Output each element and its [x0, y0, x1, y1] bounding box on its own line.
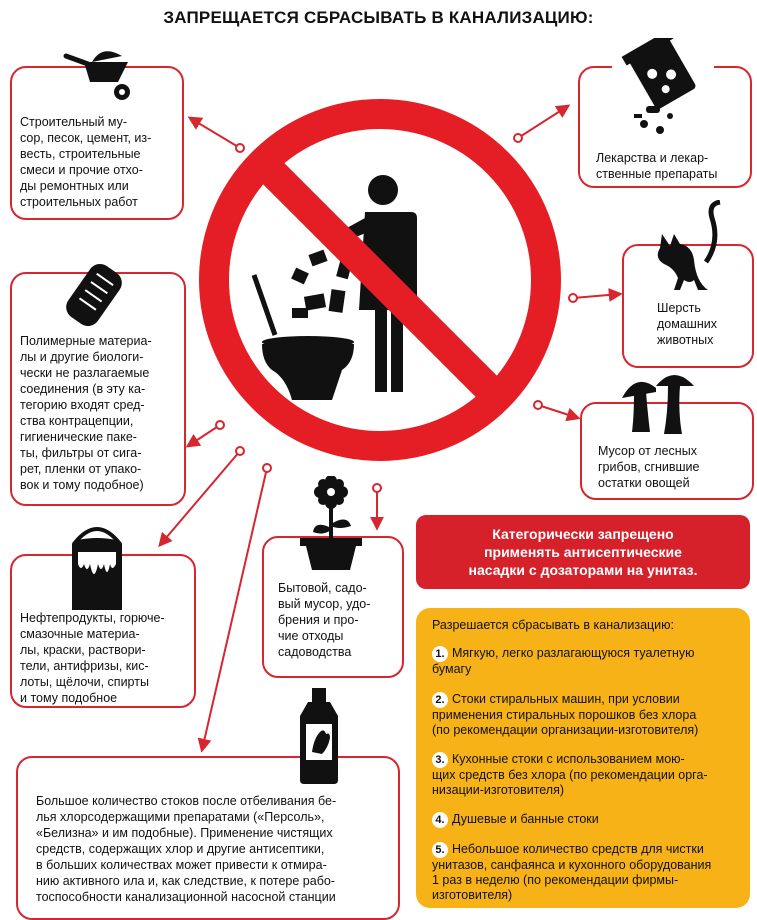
medicine-text: Лекарства и лекар- ственные препараты — [596, 151, 718, 181]
mushroom-icon — [620, 370, 696, 436]
page-title: ЗАПРЕЩАЕТСЯ СБРАСЫВАТЬ В КАНАЛИЗАЦИЮ: — [163, 8, 594, 27]
flower-pot-icon — [298, 476, 364, 572]
bleach-text: Большое количество стоков после отбеливания бе- лья хлорсодержащими препаратами («Персоль», «Белизна» и им подобные). Применение чистящих средств, содержащих хлор и другие антисептики, в больших количествах может привести к отмира- нию активного ила и, как следствие, к потере рабо- тоспособности канализационной насосной станции — [36, 794, 337, 904]
num-badge: 1. — [432, 646, 448, 662]
garden-text: Бытовой, садо- вый мусор, удо- брения и про- чие отходы садоводства — [278, 581, 371, 659]
warning-banner: Категорически запрещено применять антисептические насадки с дозаторами на унитаз. — [416, 515, 750, 589]
num-badge: 3. — [432, 752, 448, 768]
arrow-bleach — [202, 468, 267, 750]
pills-bottle-icon — [620, 38, 710, 142]
no-dumping-sign-icon — [190, 90, 570, 470]
allowed-item-1: 1. Мягкую, легко разлагающуюся туалетную бумагу — [432, 646, 695, 676]
allowed-item-2: 2. Стоки стиральных машин, при условии применения стиральных порошков без хлора (по рекомендации организации-изготовителя) — [432, 692, 699, 737]
cat-icon — [648, 200, 728, 292]
polymer-text: Полимерные материа- лы и другие биологи- чески не разлагаемые соединения (в эту ка- тегорию входят сред- ства контрацепции, гигиенические паке- ты, фильтры от сига- рет, пленки от упако- вок и тому подобное) — [20, 334, 152, 492]
oil-text: Нефтепродукты, горюче- смазочные материа- лы, краски, раствори- тели, антифризы, кис- лоты, щёлочи, спирты и тому подобное — [20, 611, 165, 705]
allowed-title: Разрешается сбрасывать в канализацию: — [432, 618, 675, 632]
mushroom-text: Мусор от лесных грибов, сгнившие остатки овощей — [598, 444, 700, 490]
num-badge: 4. — [432, 812, 448, 828]
allowed-item-3: 3. Кухонные стоки с использованием мою- щих средств без хлора (по рекомендации орга- низации-изготовителя) — [432, 752, 708, 797]
construction-text: Строительный му- сор, песок, цемент, из- весть, строительные смеси и прочие отхо- ды ремонтных или строительных работ — [20, 115, 152, 209]
hair-text: Шерсть домашних животных — [657, 301, 717, 347]
num-badge: 2. — [432, 692, 448, 708]
num-badge: 5. — [432, 842, 448, 858]
paint-bucket-icon — [66, 524, 128, 614]
allowed-item-4: 4. Душевые и банные стоки — [432, 812, 599, 828]
arrow-hair — [573, 294, 620, 298]
pad-icon — [62, 262, 126, 328]
wheelbarrow-icon — [62, 42, 132, 104]
allowed-item-5: 5. Небольшое количество средств для чистки унитазов, санфаянса и кухонного оборудования 1 раз в неделю (по рекомендации фирмы- изготовителя) — [432, 842, 712, 902]
bleach-bottle-icon — [296, 688, 342, 784]
